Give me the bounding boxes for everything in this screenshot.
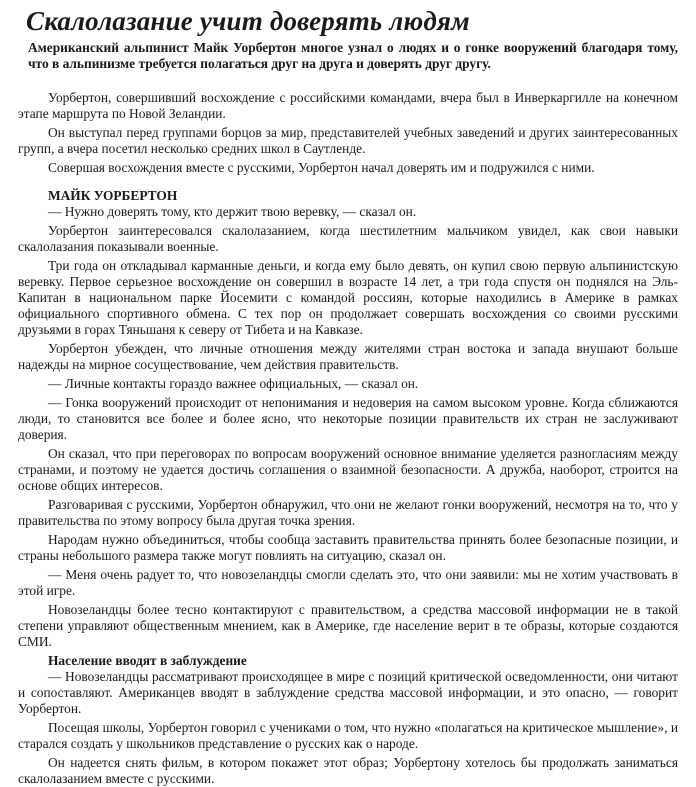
article-paragraph: Он сказал, что при переговорах по вопросам вооружений основное внимание уделяется разногласиям между странами, и поэтому не удается достичь соглашения о взаимной безопасности. А дружба, наоборот, строится на основе общих интересов. <box>18 446 678 493</box>
article-paragraph: Уорбертон заинтересовался скалолазанием, когда шестилетним мальчиком увидел, как свои навыки скалолазания показывали военные. <box>18 223 678 254</box>
article-paragraph: — Личные контакты гораздо важнее официальных, — сказал он. <box>48 376 419 391</box>
article-paragraph: Посещая школы, Уорбертон говорил с учениками о том, что нужно «полагаться на критическое мышление», и старался создать у школьников представление о русских как о народе. <box>18 720 678 751</box>
article-paragraph: Разговаривая с русскими, Уорбертон обнаружил, что они не желают гонки вооружений, несмотря на то, что у правительства по этому вопросу была другая точка зрения. <box>18 497 678 528</box>
article-lead: Американский альпинист Майк Уорбертон многое узнал о людях и о гонке вооружений благодаря тому, что в альпинизме требуется полагаться друг на друга и доверять друг другу. <box>28 40 678 71</box>
article-paragraph: — Нужно доверять тому, кто держит твою веревку, — сказал он. <box>48 204 417 219</box>
article-paragraph: Он выступал перед группами борцов за мир, представителей учебных заведений и других заинтересованных групп, а вчера посетил несколько средних школ в Саутленде. <box>18 125 678 156</box>
article-paragraph: Совершая восхождения вместе с русскими, Уорбертон начал доверять им и подружился с ними. <box>48 160 595 175</box>
article-paragraph: Уорбертон убежден, что личные отношения между жителями стран востока и запада внушают больше надежды на мирное сосуществование, чем действия правительств. <box>18 341 678 372</box>
article-paragraph: — Гонка вооружений происходит от непонимания и недоверия на самом высоком уровне. Когда сближаются люди, то становится все более и более ясно, что некоторые позиции правительств их стран не заслуживают доверия. <box>18 395 678 442</box>
article-title: Скалолазание учит доверять людям <box>26 6 470 36</box>
article-paragraph: Он надеется снять фильм, в котором покажет этот образ; Уорбертону хотелось бы продолжать заниматься скалолазанием вместе с русскими. <box>18 755 678 786</box>
article-paragraph: — Новозеландцы рассматривают происходящее в мире с позиций критической осведомленности, они читают и сопоставляют. Американцев вводят в заблуждение средства массовой информации, и это опасно, — говорит Уорбертон. <box>18 669 678 716</box>
section-heading: Население вводят в заблуждение <box>48 653 247 668</box>
article-body <box>18 90 678 787</box>
article-paragraph: Народам нужно объединиться, чтобы сообща заставить правительства принять более безопасные позиции, и страны небольшого размера также могут повлиять на ситуацию, сказал он. <box>18 532 678 563</box>
article-paragraph: Новозеландцы более тесно контактируют с правительством, а средства массовой информации не в такой степени управляют общественным мнением, как в Америке, где население верит в те образы, которые создаются СМИ. <box>18 602 678 649</box>
article-paragraph: Уорбертон, совершивший восхождение с российскими командами, вчера был в Инверкаргилле на конечном этапе маршрута по Новой Зеландии. <box>18 90 678 121</box>
article-paragraph: — Меня очень радует то, что новозеландцы смогли сделать это, что они заявили: мы не хотим участвовать в этой игре. <box>18 567 678 598</box>
section-heading: МАЙК УОРБЕРТОН <box>48 188 178 203</box>
article-paragraph: Три года он откладывал карманные деньги, и когда ему было девять, он купил свою первую альпинистскую веревку. Первое серьезное восхождение он совершил в возрасте 14 лет, а три года спустя он поднялся на Эль-Капитан в национальном парке Йосемити с командой россиян, которые находились в Америке в рамках официального спортивного обмена. С тех пор он продолжает совершать восхождения со своими русскими друзьями в горах Тяньшаня к северу от Тибета и на Кавказе. <box>18 258 678 337</box>
